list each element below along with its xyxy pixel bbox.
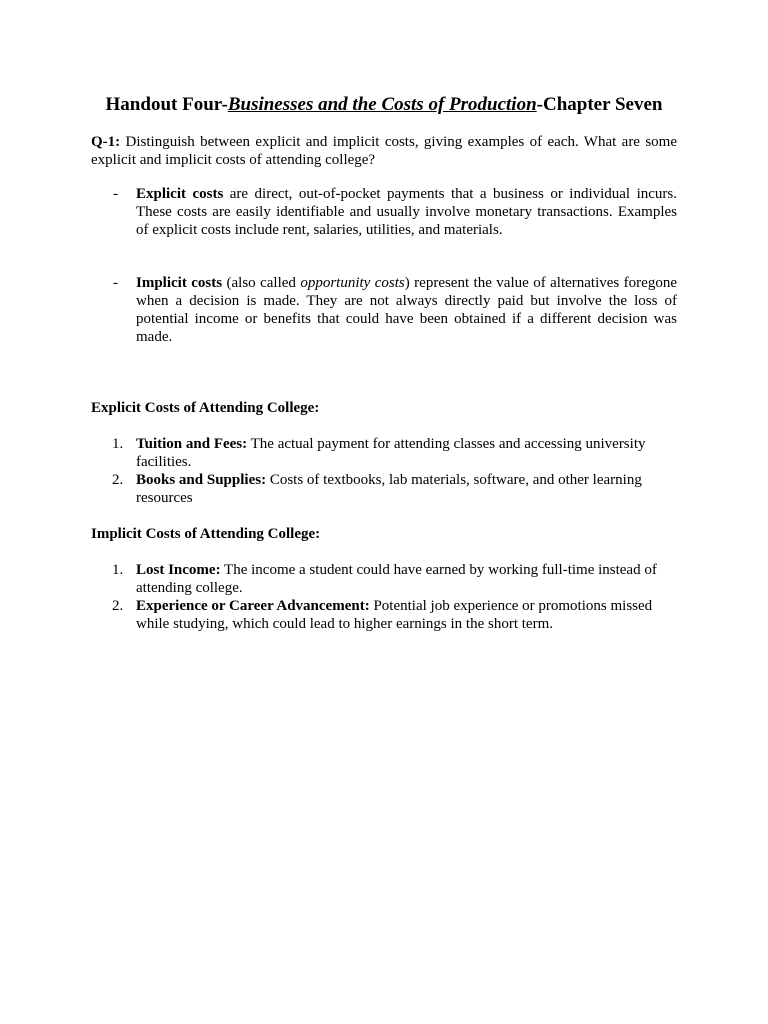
question-text: Distinguish between explicit and implicit costs, giving examples of each. What are some explicit and implicit costs of attending college? [91, 134, 677, 168]
definition-explicit-costs [91, 185, 677, 239]
list-number: 2. [112, 472, 124, 488]
list-item-term: Tuition and Fees: [136, 436, 248, 452]
definition-text: ) represent the value of alternatives foregone when a decision is made. They are not always directly paid but involve the loss of potential income or benefits that could have been obtained if a different decision was made. [136, 275, 677, 345]
title-suffix: -Chapter Seven [536, 94, 663, 115]
explicit-section-heading: Explicit Costs of Attending College: [91, 400, 320, 416]
definition-term: Implicit costs [136, 275, 223, 291]
list-item [91, 561, 677, 597]
list-item-text: The income a student could have earned by working full-time instead of attending college. [136, 562, 657, 596]
definition-term: Explicit costs [136, 186, 224, 202]
definition-pre: (also called [222, 275, 301, 291]
list-item-text: Costs of textbooks, lab materials, software, and other learning resources [136, 472, 642, 506]
list-item [91, 471, 677, 507]
list-item-text: Potential job experience or promotions missed while studying, which could lead to higher earnings in the short term. [136, 598, 653, 632]
implicit-section-heading: Implicit Costs of Attending College: [91, 526, 321, 542]
list-item-term: Experience or Career Advancement: [136, 598, 370, 614]
definition-italic-term: opportunity costs [300, 275, 405, 291]
list-item-term: Books and Supplies: [136, 472, 267, 488]
explicit-costs-list [91, 435, 677, 507]
list-item-text: The actual payment for attending classes and accessing university facilities. [136, 436, 646, 470]
title-emphasis: Businesses and the Costs of Production [227, 94, 537, 115]
list-number: 1. [112, 562, 124, 578]
handout-title [91, 94, 677, 116]
question-label: Q-1: [91, 134, 121, 150]
definition-text: are direct, out-of-pocket payments that a business or individual incurs. These costs are easily identifiable and usually involve monetary transactions. Examples of explicit costs include rent, salaries, utilities, and materials. [136, 186, 677, 238]
question-paragraph [91, 133, 677, 169]
bullet-marker: - [113, 275, 118, 291]
list-item [91, 597, 677, 633]
bullet-marker: - [113, 186, 118, 202]
list-number: 2. [112, 598, 124, 614]
implicit-costs-list [91, 561, 677, 633]
list-number: 1. [112, 436, 124, 452]
list-item [91, 435, 677, 471]
document-content [91, 94, 677, 651]
title-prefix: Handout Four- [105, 94, 228, 115]
list-item-term: Lost Income: [136, 562, 221, 578]
definition-implicit-costs [91, 274, 677, 346]
